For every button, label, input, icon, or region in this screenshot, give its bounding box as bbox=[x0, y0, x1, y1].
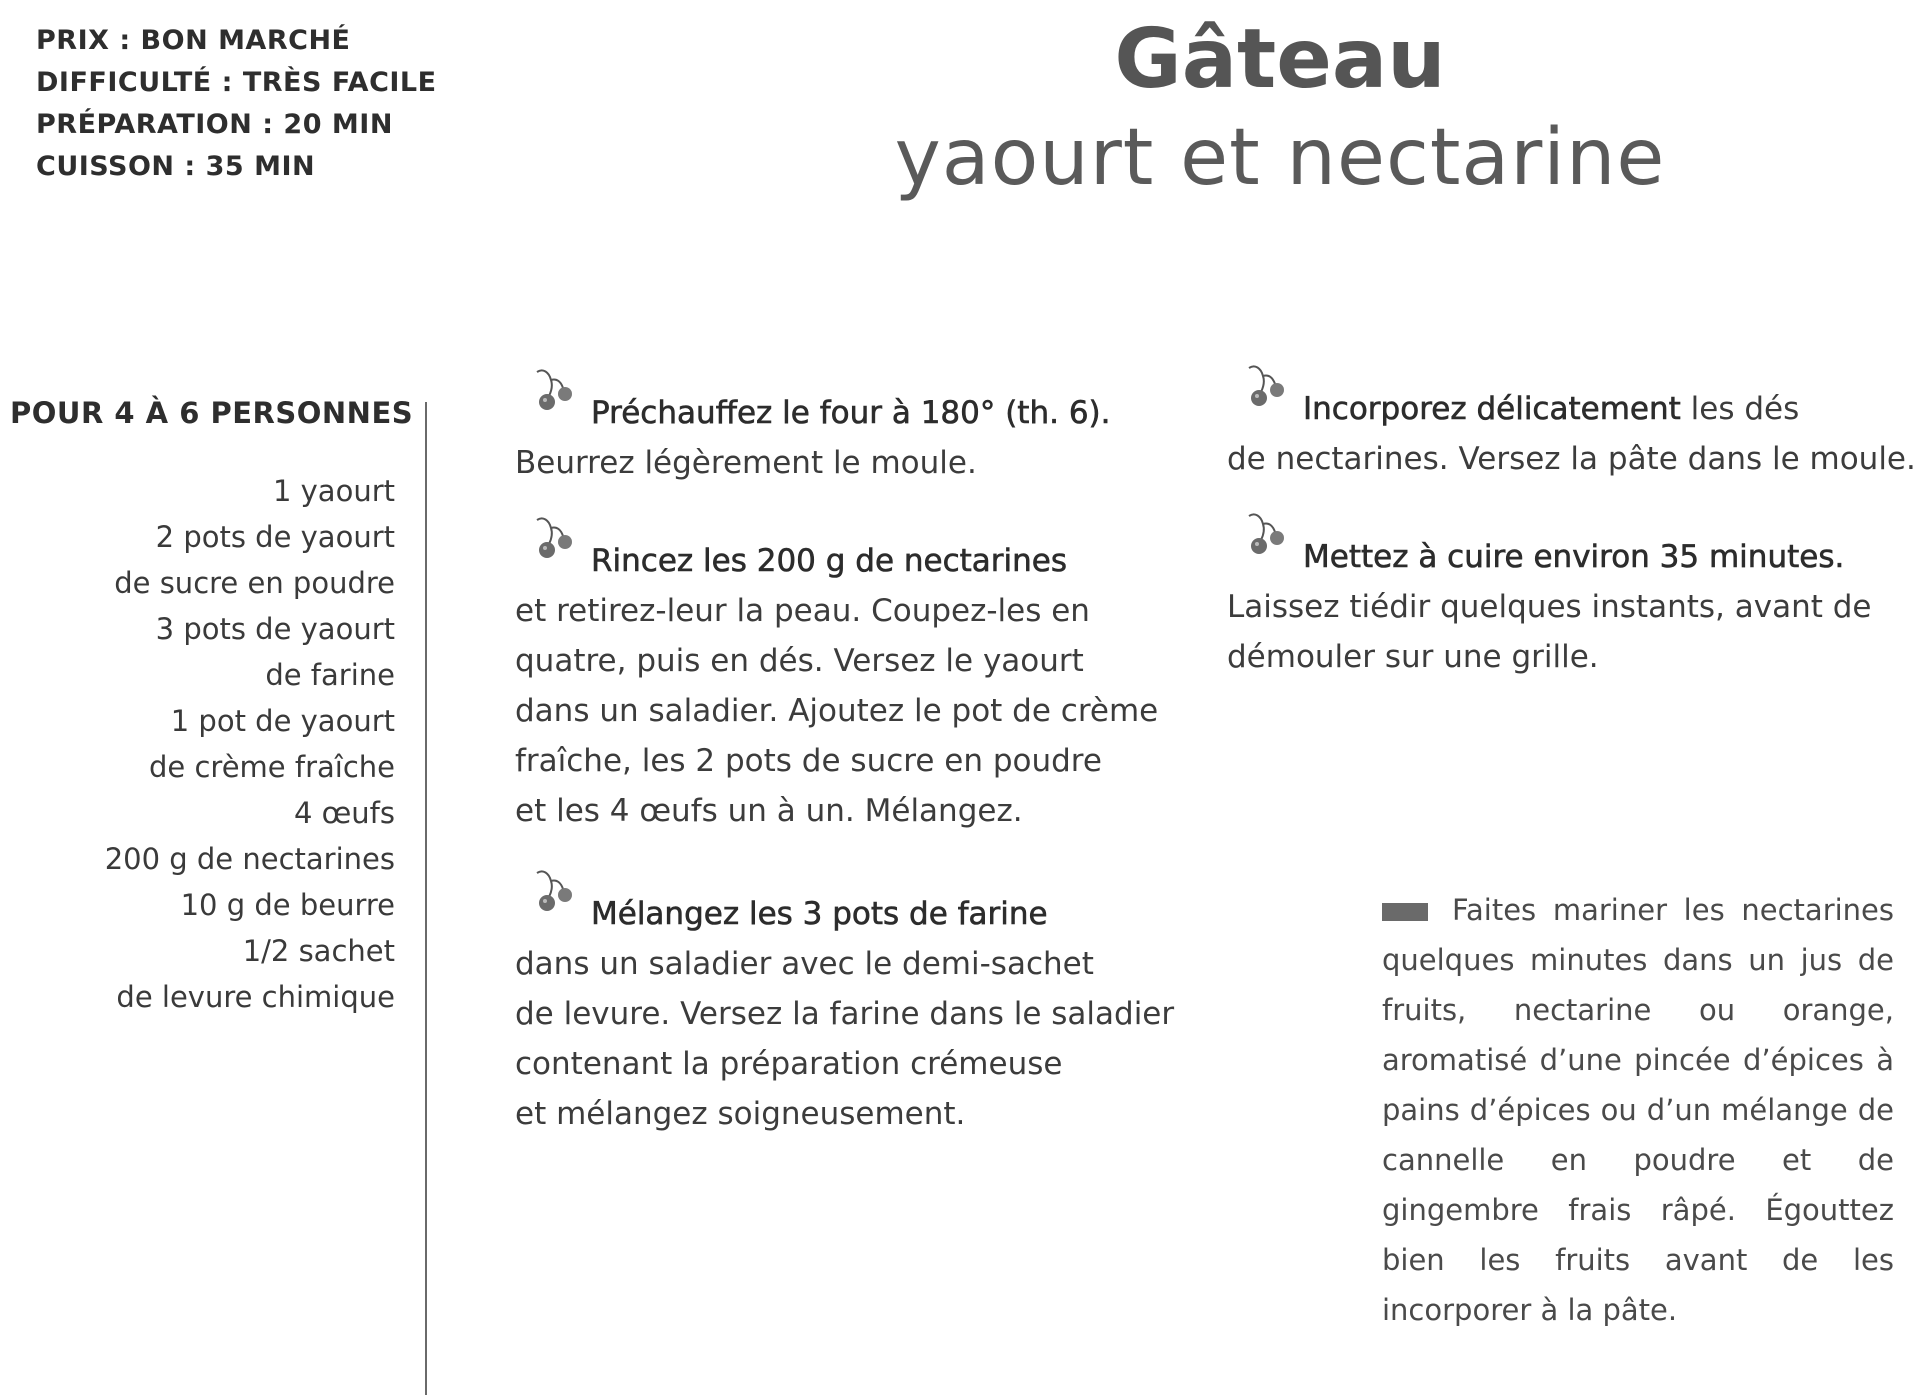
title-sub: yaourt et nectarine bbox=[894, 113, 1666, 203]
step-lead: Mélangez les 3 pots de farine bbox=[591, 896, 1048, 932]
recipe-title bbox=[780, 10, 1780, 206]
step-line: fraîche, les 2 pots de sucre en poudre bbox=[515, 743, 1102, 779]
tip-text: Faites mariner les nectarines quelques minutes dans un jus de fruits, nectarine ou orange, aromatisé d’une pincée d’épices à pains d’épices ou d’un mélange de cannelle en poudre et de gingembre frais râpé. Égouttez bien les fruits avant de les incorporer à la pâte. bbox=[1382, 893, 1894, 1327]
ingredient-line: 1 yaourt bbox=[272, 474, 395, 508]
ingredients-heading: POUR 4 À 6 PERSONNES bbox=[10, 396, 414, 430]
column-divider bbox=[425, 402, 427, 1395]
ingredient-line: 1/2 sachet bbox=[242, 934, 395, 968]
ingredients-list bbox=[10, 396, 414, 1020]
step-line: et les 4 œufs un à un. Mélangez. bbox=[515, 793, 1023, 829]
step-lead: Mettez à cuire environ 35 minutes. bbox=[1303, 539, 1845, 575]
cherry-icon bbox=[529, 867, 581, 919]
ingredient-line: 10 g de beurre bbox=[180, 888, 395, 922]
ingredient-line: de levure chimique bbox=[116, 980, 395, 1014]
step-line: démouler sur une grille. bbox=[1227, 639, 1599, 675]
ingredient-line: de sucre en poudre bbox=[114, 566, 395, 600]
step-lead: Incorporez délicatement bbox=[1303, 391, 1681, 427]
step-line: quatre, puis en dés. Versez le yaourt bbox=[515, 643, 1084, 679]
title-main: Gâteau bbox=[1114, 12, 1446, 107]
step-3 bbox=[515, 889, 1174, 1139]
meta-price: PRIX : BON MARCHÉ bbox=[36, 25, 351, 56]
step-1 bbox=[515, 388, 1111, 488]
ingredient-line: de crème fraîche bbox=[149, 750, 395, 784]
cherry-icon bbox=[1241, 362, 1293, 414]
step-line: dans un saladier. Ajoutez le pot de crème bbox=[515, 693, 1159, 729]
step-lead-rest: les dés bbox=[1680, 391, 1800, 427]
cherry-icon bbox=[529, 514, 581, 566]
step-5 bbox=[1227, 532, 1872, 682]
ingredient-line: 4 œufs bbox=[293, 796, 395, 830]
step-line: contenant la préparation crémeuse bbox=[515, 1046, 1063, 1082]
step-line: Laissez tiédir quelques instants, avant de bbox=[1227, 589, 1872, 625]
step-2 bbox=[515, 536, 1158, 836]
ingredient-line: 2 pots de yaourt bbox=[155, 520, 395, 554]
ingredient-line: de farine bbox=[265, 658, 395, 692]
ingredient-line: 1 pot de yaourt bbox=[170, 704, 395, 738]
step-line: et mélangez soigneusement. bbox=[515, 1096, 966, 1132]
step-lead: Préchauffez le four à 180° (th. 6). bbox=[591, 395, 1111, 431]
step-line: de nectarines. Versez la pâte dans le moule. bbox=[1227, 441, 1916, 477]
step-line: et retirez-leur la peau. Coupez-les en bbox=[515, 593, 1090, 629]
bar-marker-icon bbox=[1382, 903, 1428, 921]
ingredient-line: 200 g de nectarines bbox=[104, 842, 395, 876]
step-line: de levure. Versez la farine dans le saladier bbox=[515, 996, 1175, 1032]
cherry-icon bbox=[1241, 510, 1293, 562]
meta-preparation: PRÉPARATION : 20 MIN bbox=[36, 109, 393, 140]
step-lead: Rincez les 200 g de nectarines bbox=[591, 543, 1068, 579]
recipe-meta bbox=[36, 20, 437, 188]
tip-box bbox=[1382, 885, 1894, 1335]
ingredient-line: 3 pots de yaourt bbox=[155, 612, 395, 646]
step-4 bbox=[1227, 384, 1916, 484]
step-line: Beurrez légèrement le moule. bbox=[515, 445, 977, 481]
meta-cooking: CUISSON : 35 MIN bbox=[36, 151, 316, 182]
cherry-icon bbox=[529, 366, 581, 418]
step-line: dans un saladier avec le demi-sachet bbox=[515, 946, 1094, 982]
meta-difficulty: DIFFICULTÉ : TRÈS FACILE bbox=[36, 67, 437, 98]
